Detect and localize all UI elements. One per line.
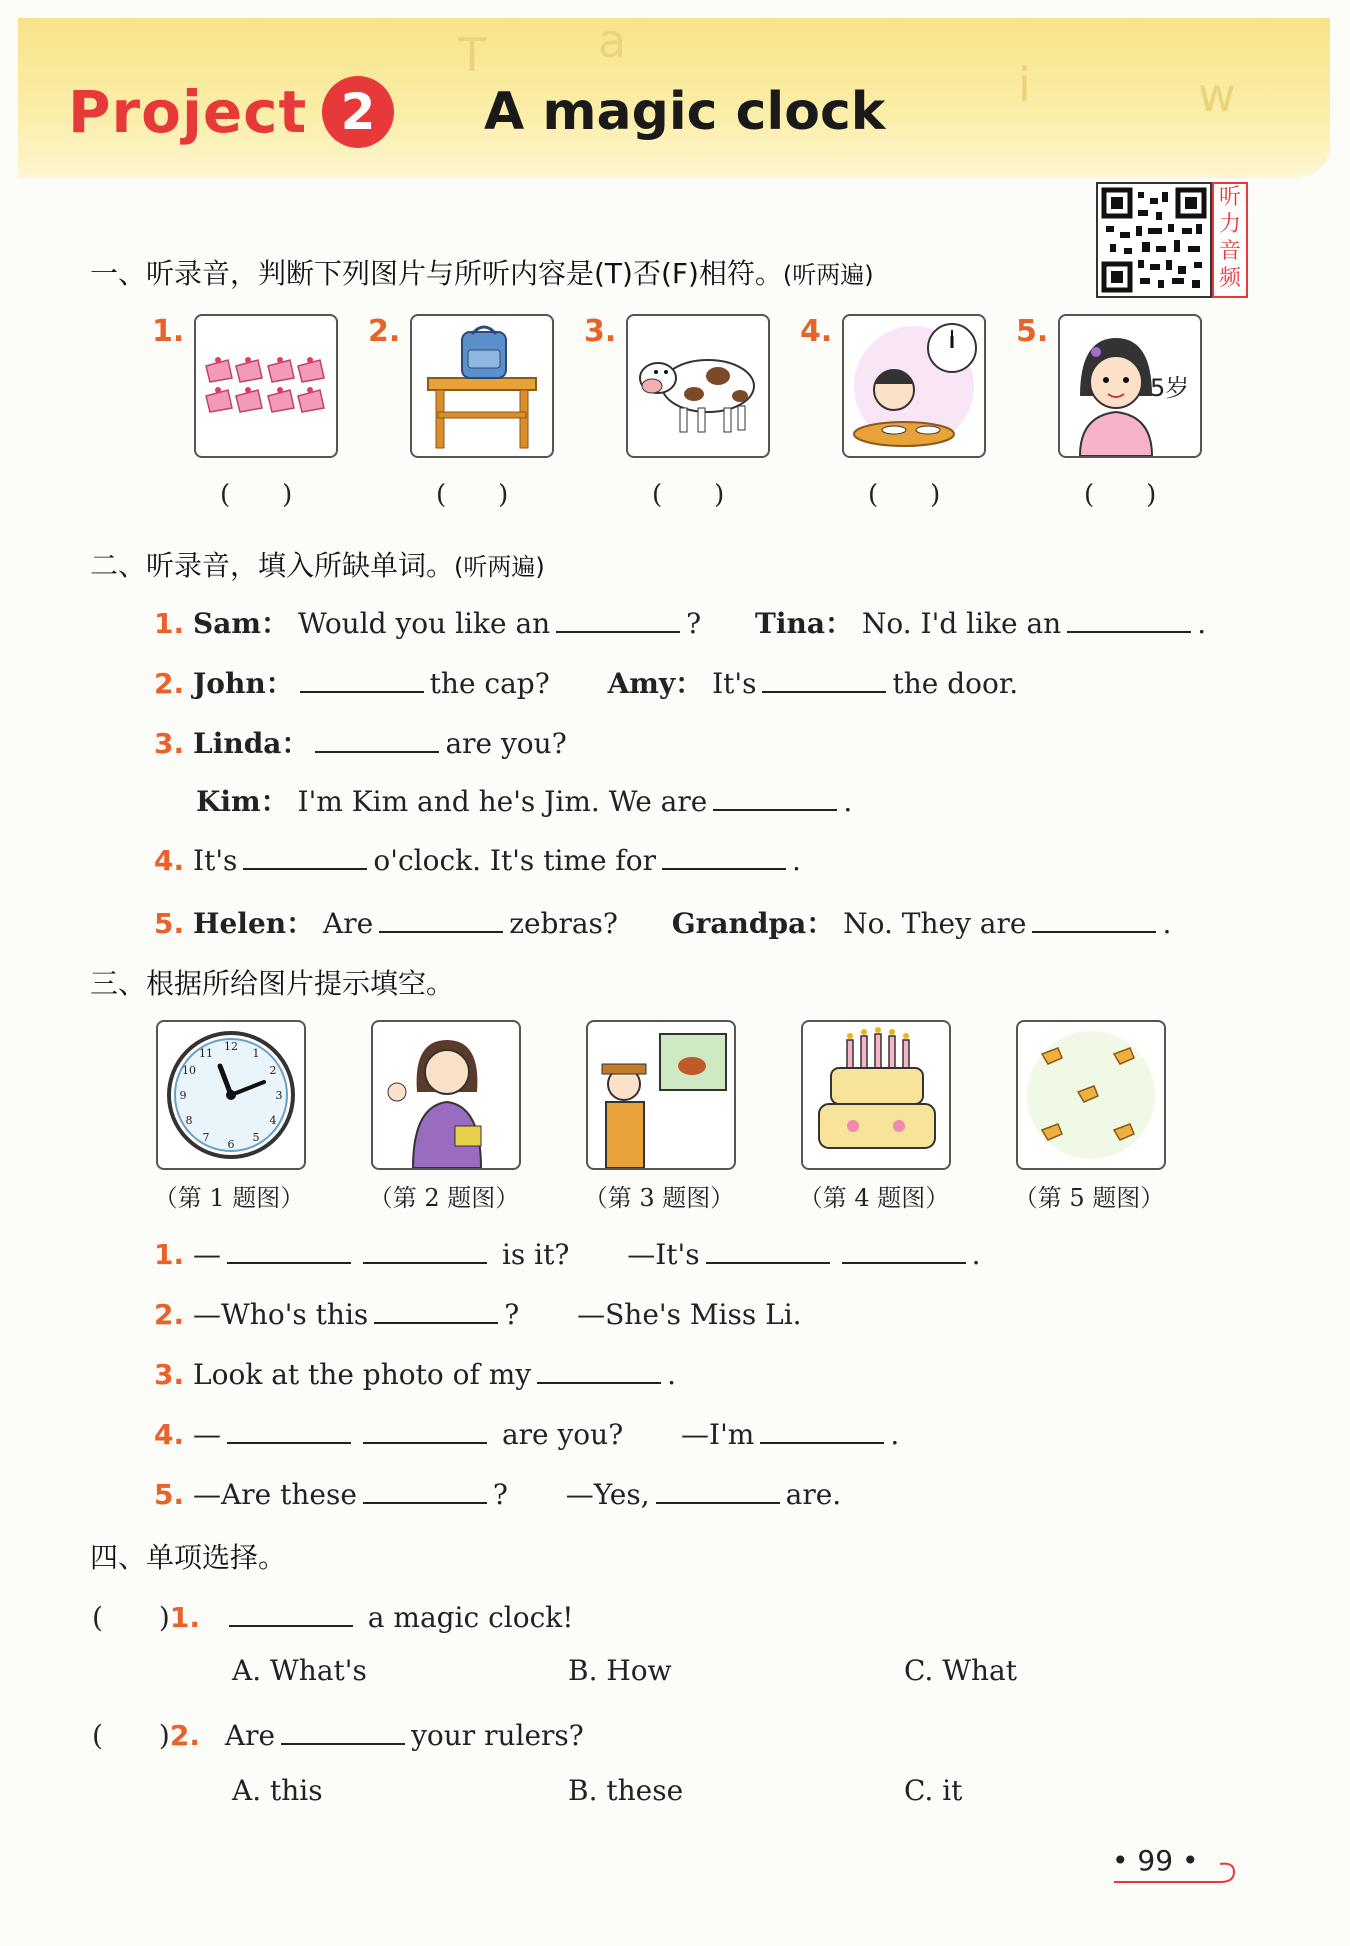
line-text: Would you like an xyxy=(297,607,551,640)
line-text: Are xyxy=(323,907,374,940)
line-number: 5. xyxy=(154,907,185,940)
figure-caption: （第 3 题图） xyxy=(583,1184,735,1212)
choice-question xyxy=(92,1714,584,1754)
speaker: Grandpa： xyxy=(671,907,835,940)
svg-text:12: 12 xyxy=(224,1040,238,1053)
decor-letter: w xyxy=(1198,68,1236,122)
birds-picture xyxy=(1016,1020,1166,1170)
question-line xyxy=(154,902,1171,942)
svg-text:7: 7 xyxy=(202,1131,210,1144)
svg-text:9: 9 xyxy=(179,1089,187,1102)
option-b[interactable]: B. How xyxy=(568,1654,672,1687)
answer-blank[interactable] xyxy=(760,1416,884,1444)
answer-blank[interactable] xyxy=(662,842,786,870)
line-text: —It's xyxy=(627,1238,700,1271)
section1-note: (听两遍) xyxy=(782,261,874,289)
question-stem: Are xyxy=(224,1719,276,1752)
answer-blank[interactable] xyxy=(229,1599,353,1627)
option-a[interactable]: A. this xyxy=(232,1774,323,1807)
line-text: — xyxy=(193,1238,222,1271)
line-number: 5. xyxy=(154,1478,185,1511)
item-number: 4. xyxy=(800,314,833,349)
svg-text:2: 2 xyxy=(269,1064,277,1077)
line-text: — xyxy=(193,1418,222,1451)
figure-caption: （第 5 题图） xyxy=(1013,1184,1165,1212)
question-line xyxy=(154,1236,981,1271)
speaker: Linda： xyxy=(193,727,310,760)
question-number: 1. xyxy=(169,1601,200,1634)
answer-blank[interactable] xyxy=(537,1356,661,1384)
svg-text:10: 10 xyxy=(182,1064,196,1077)
section1-heading xyxy=(90,252,874,292)
answer-blank[interactable] xyxy=(363,1416,487,1444)
question-line xyxy=(154,1416,899,1451)
line-number: 3. xyxy=(154,1358,185,1391)
svg-text:3: 3 xyxy=(275,1089,283,1102)
page-number: • 99 • xyxy=(1112,1844,1199,1877)
section2-heading xyxy=(90,544,545,584)
option-b[interactable]: B. these xyxy=(568,1774,684,1807)
answer-paren[interactable]: ( ) xyxy=(1084,480,1157,510)
option-c[interactable]: C. it xyxy=(904,1774,963,1807)
line-text: It's xyxy=(712,667,757,700)
boy-eating-clock-picture xyxy=(842,314,986,458)
line-text: —Are these xyxy=(193,1478,357,1511)
line-text: No. I'd like an xyxy=(861,607,1062,640)
audio-caption: 听力音频 xyxy=(1212,182,1248,298)
page-title: A magic clock xyxy=(484,82,886,142)
answer-paren[interactable]: ( ) xyxy=(436,480,509,510)
speaker: Amy： xyxy=(607,667,704,700)
question-line xyxy=(154,842,801,877)
section1-heading-text: 一、听录音，判断下列图片与所听内容是(T)否(F)相符。 xyxy=(90,257,783,290)
answer-blank[interactable] xyxy=(713,783,837,811)
teacher-picture xyxy=(371,1020,521,1170)
line-text: Look at the photo of my xyxy=(193,1358,532,1391)
svg-text:8: 8 xyxy=(185,1114,193,1127)
figure-caption: （第 4 题图） xyxy=(798,1184,950,1212)
item-number: 1. xyxy=(152,314,185,349)
line-text: ? xyxy=(504,1298,520,1331)
project-number: 2 xyxy=(322,76,394,148)
line-number: 3. xyxy=(154,727,185,760)
age-label: 5岁 xyxy=(1150,374,1190,402)
speaker: Tina： xyxy=(755,607,853,640)
item-number: 5. xyxy=(1016,314,1049,349)
answer-blank[interactable] xyxy=(706,1236,830,1264)
cakes-picture xyxy=(194,314,338,458)
line-text: I'm Kim and he's Jim. We are xyxy=(297,785,708,818)
project-label: Project xyxy=(68,78,308,146)
line-text: are you? xyxy=(501,1418,624,1451)
choice-question xyxy=(92,1596,574,1636)
line-text: . xyxy=(843,785,853,818)
line-text: . xyxy=(1197,607,1207,640)
item-number: 3. xyxy=(584,314,617,349)
speaker: Helen： xyxy=(193,907,315,940)
line-text: are. xyxy=(785,1478,842,1511)
figure-caption: （第 1 题图） xyxy=(153,1184,305,1212)
question-stem: a magic clock! xyxy=(367,1601,574,1634)
section2-note: (听两遍) xyxy=(454,553,545,581)
answer-blank[interactable] xyxy=(762,665,886,693)
line-number: 4. xyxy=(154,844,185,877)
question-line xyxy=(154,602,1206,642)
answer-blank[interactable] xyxy=(556,605,680,633)
speaker: Kim： xyxy=(196,785,289,818)
line-text: . xyxy=(667,1358,677,1391)
section2-heading-text: 二、听录音，填入所缺单词。 xyxy=(90,549,455,582)
item-number: 2. xyxy=(368,314,401,349)
answer-blank[interactable] xyxy=(227,1416,351,1444)
answer-paren[interactable]: ( ) xyxy=(220,480,293,510)
line-text: o'clock. It's time for xyxy=(373,844,657,877)
answer-paren[interactable]: ( ) xyxy=(92,1601,170,1634)
answer-blank[interactable] xyxy=(374,1296,498,1324)
answer-blank[interactable] xyxy=(363,1476,487,1504)
line-text: are you? xyxy=(445,727,567,760)
line-text: ? xyxy=(686,607,702,640)
birthday-cake-picture xyxy=(801,1020,951,1170)
figure-caption: （第 2 题图） xyxy=(368,1184,520,1212)
line-number: 1. xyxy=(154,1238,185,1271)
bag-on-desk-picture xyxy=(410,314,554,458)
girl-five-picture xyxy=(1058,314,1202,458)
answer-blank[interactable] xyxy=(1067,605,1191,633)
line-text: zebras? xyxy=(509,907,618,940)
section4-heading: 四、单项选择。 xyxy=(90,1541,287,1574)
question-line xyxy=(154,1356,676,1391)
line-number: 2. xyxy=(154,1298,185,1331)
answer-blank[interactable] xyxy=(656,1476,780,1504)
answer-blank[interactable] xyxy=(363,1236,487,1264)
svg-text:11: 11 xyxy=(199,1047,213,1060)
answer-paren[interactable]: ( ) xyxy=(868,480,941,510)
line-number: 4. xyxy=(154,1418,185,1451)
decor-letter: T xyxy=(458,28,487,82)
question-number: 2. xyxy=(169,1719,200,1752)
cow-picture xyxy=(626,314,770,458)
svg-text:1: 1 xyxy=(252,1047,260,1060)
question-line xyxy=(154,1296,802,1331)
line-text: . xyxy=(971,1238,981,1271)
clock-picture xyxy=(156,1020,306,1170)
speaker: Sam： xyxy=(193,607,290,640)
question-line xyxy=(196,780,852,820)
line-text: —She's Miss Li. xyxy=(577,1298,802,1331)
answer-blank[interactable] xyxy=(300,665,424,693)
question-line xyxy=(154,662,1018,702)
question-line xyxy=(154,722,567,762)
line-text: . xyxy=(1162,907,1172,940)
line-text: the cap? xyxy=(429,667,550,700)
line-text: —Who's this xyxy=(193,1298,369,1331)
question-line xyxy=(154,1476,841,1511)
answer-blank[interactable] xyxy=(227,1236,351,1264)
decor-letter: a xyxy=(598,14,627,68)
line-text: It's xyxy=(193,844,238,877)
line-text: is it? xyxy=(501,1238,570,1271)
answer-blank[interactable] xyxy=(281,1717,405,1745)
svg-text:5: 5 xyxy=(252,1131,260,1144)
answer-blank[interactable] xyxy=(842,1236,966,1264)
line-number: 1. xyxy=(154,607,185,640)
speaker: John： xyxy=(193,667,294,700)
answer-blank[interactable] xyxy=(379,905,503,933)
line-text: No. They are xyxy=(843,907,1027,940)
decor-letter: i xyxy=(1018,58,1031,112)
line-text: . xyxy=(890,1418,900,1451)
line-number: 2. xyxy=(154,667,185,700)
page-swoosh-icon xyxy=(1110,1852,1240,1892)
qr-code-icon[interactable] xyxy=(1096,182,1212,298)
line-text: . xyxy=(792,844,801,877)
question-stem: your rulers? xyxy=(411,1719,584,1752)
option-a[interactable]: A. What's xyxy=(232,1654,367,1687)
line-text: —I'm xyxy=(681,1418,755,1451)
answer-paren[interactable]: ( ) xyxy=(652,480,725,510)
answer-blank[interactable] xyxy=(1032,905,1156,933)
section3-heading: 三、根据所给图片提示填空。 xyxy=(90,967,455,1000)
svg-text:4: 4 xyxy=(269,1114,277,1127)
farmer-picture xyxy=(586,1020,736,1170)
line-text: ? xyxy=(492,1478,508,1511)
line-text: the door. xyxy=(892,667,1019,700)
line-text: —Yes, xyxy=(565,1478,650,1511)
svg-text:6: 6 xyxy=(227,1138,235,1151)
answer-blank[interactable] xyxy=(243,842,367,870)
answer-blank[interactable] xyxy=(315,725,439,753)
answer-paren[interactable]: ( ) xyxy=(92,1719,170,1752)
option-c[interactable]: C. What xyxy=(904,1654,1017,1687)
